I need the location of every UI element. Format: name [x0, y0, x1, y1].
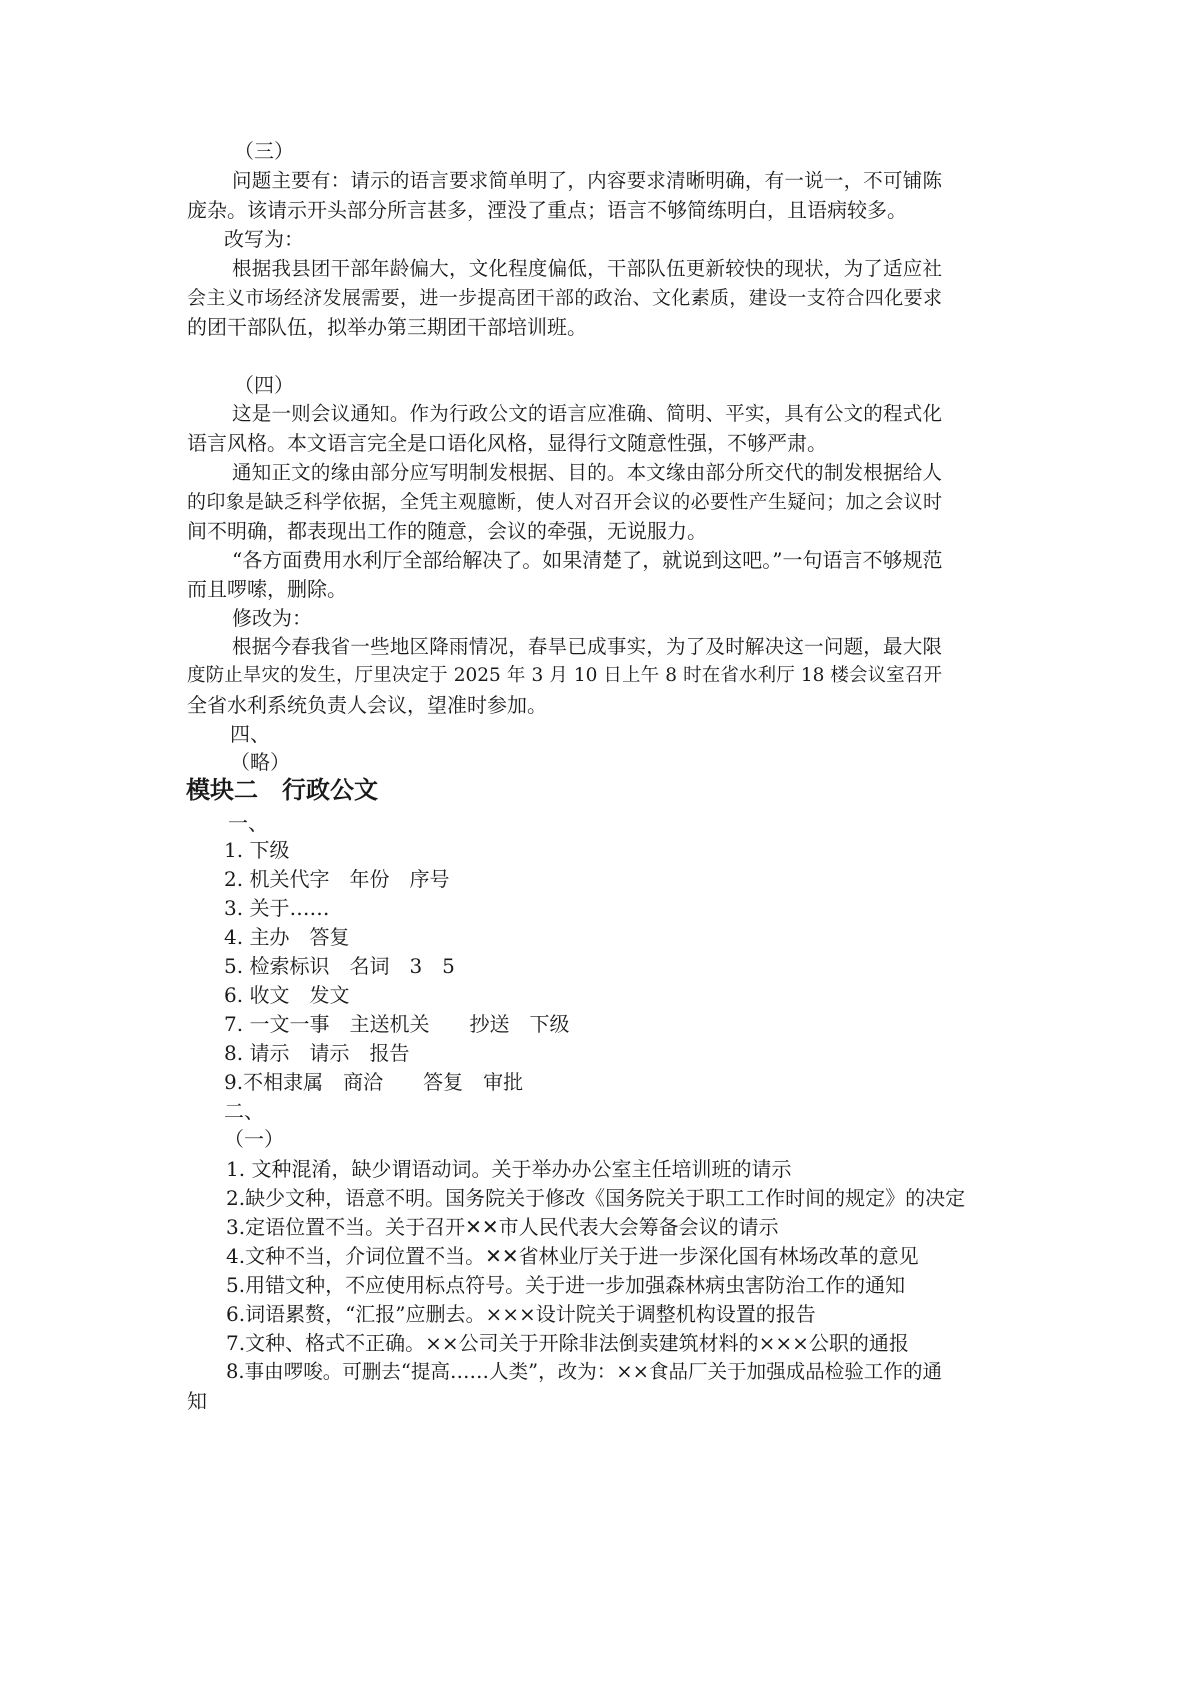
- section-3-label: （三）: [234, 139, 294, 163]
- correction-4: 4.文种不当，介词位置不当。✕✕省林业厅关于进一步深化国有林场改革的意见: [226, 1244, 919, 1268]
- section-4-para2-line-3: 间不明确，都表现出工作的随意，会议的牵强，无说服力。: [187, 519, 707, 543]
- section-3-rewrite-label: 改写为：: [224, 227, 304, 251]
- answer-8: 8. 请示 请示 报告: [224, 1041, 410, 1065]
- correction-7: 7.文种、格式不正确。××公司关于开除非法倒卖建筑材料的×××公职的通报: [226, 1331, 909, 1355]
- answer-9: 9.不相隶属 商洽 答复 审批: [224, 1070, 524, 1094]
- section-4-para3-line-1: “各方面费用水利厅全部给解决了。如果清楚了，就说到这吧。”一句语言不够规范: [232, 548, 943, 572]
- part-4-label: 四、: [230, 722, 270, 746]
- correction-6: 6.词语累赘，“汇报”应删去。×××设计院关于调整机构设置的报告: [226, 1302, 816, 1326]
- answer-2: 2. 机关代字 年份 序号: [224, 867, 450, 891]
- section-4-revise-line-1: 根据今春我省一些地区降雨情况，春旱已成事实，为了及时解决这一问题，最大限: [232, 635, 942, 658]
- omitted-note: （略）: [230, 750, 290, 774]
- section-4-para2-line-2: 的印象是缺乏科学依据，全凭主观臆断，使人对召开会议的必要性产生疑问；加之会议时: [187, 491, 942, 513]
- answer-3: 3. 关于……: [224, 896, 330, 920]
- section-4-para3-line-2: 而且啰嗦，删除。: [187, 577, 347, 601]
- section-4-revise-label: 修改为：: [232, 606, 312, 630]
- section-3-rewrite-line-3: 的团干部队伍，拟举办第三期团干部培训班。: [187, 315, 587, 339]
- section-4-para1-line-2: 语言风格。本文语言完全是口语化风格，显得行文随意性强，不够严肃。: [187, 431, 827, 455]
- module-2-title: 模块二 行政公文: [186, 776, 378, 804]
- module-2-sub-1-label: （一）: [224, 1127, 284, 1151]
- section-3-problem-line-2: 庞杂。该请示开头部分所言甚多，湮没了重点；语言不够简练明白，且语病较多。: [187, 198, 907, 222]
- section-3-rewrite-line-2: 会主义市场经济发展需要，进一步提高团干部的政治、文化素质，建设一支符合四化要求: [187, 287, 942, 309]
- section-3-rewrite-line-1: 根据我县团干部年龄偏大，文化程度偏低，干部队伍更新较快的现状，为了适应社: [232, 257, 942, 280]
- answer-7: 7. 一文一事 主送机关 抄送 下级: [224, 1012, 570, 1036]
- section-4-para2-line-1: 通知正文的缘由部分应写明制发根据、目的。本文缘由部分所交代的制发根据给人: [232, 461, 942, 484]
- correction-5: 5.用错文种，不应使用标点符号。关于进一步加强森林病虫害防治工作的通知: [226, 1273, 906, 1297]
- section-4-label: （四）: [234, 373, 294, 397]
- correction-8: 8.事由啰唆。可删去“提高……人类”，改为：××食品厂关于加强成品检验工作的通: [226, 1360, 942, 1383]
- correction-2: 2.缺少文种，语意不明。国务院关于修改《国务院关于职工工作时间的规定》的决定: [226, 1186, 966, 1210]
- correction-1: 1. 文种混淆，缺少谓语动词。关于举办办公室主任培训班的请示: [226, 1157, 792, 1181]
- section-3-problem-line-1: 问题主要有：请示的语言要求简单明了，内容要求清晰明确，有一说一，不可铺陈: [232, 169, 942, 192]
- answer-5: 5. 检索标识 名词 3 5: [224, 954, 455, 978]
- section-4-para1-line-1: 这是一则会议通知。作为行政公文的语言应准确、简明、平实，具有公文的程式化: [232, 402, 942, 425]
- correction-8-continued: 知: [187, 1389, 207, 1413]
- section-4-revise-line-2: 度防止旱灾的发生，厅里决定于 2025 年 3 月 10 日上午 8 时在省水利厅 18 楼会议室召开: [187, 665, 942, 686]
- correction-3: 3.定语位置不当。关于召开✕✕市人民代表大会筹备会议的请示: [226, 1215, 779, 1239]
- section-4-revise-line-3: 全省水利系统负责人会议，望准时参加。: [187, 693, 547, 717]
- answer-4: 4. 主办 答复: [224, 925, 350, 949]
- answer-1: 1. 下级: [224, 838, 290, 862]
- module-2-part-1-label: 一、: [228, 811, 268, 835]
- module-2-part-2-label: 二、: [224, 1099, 264, 1123]
- answer-6: 6. 收文 发文: [224, 983, 350, 1007]
